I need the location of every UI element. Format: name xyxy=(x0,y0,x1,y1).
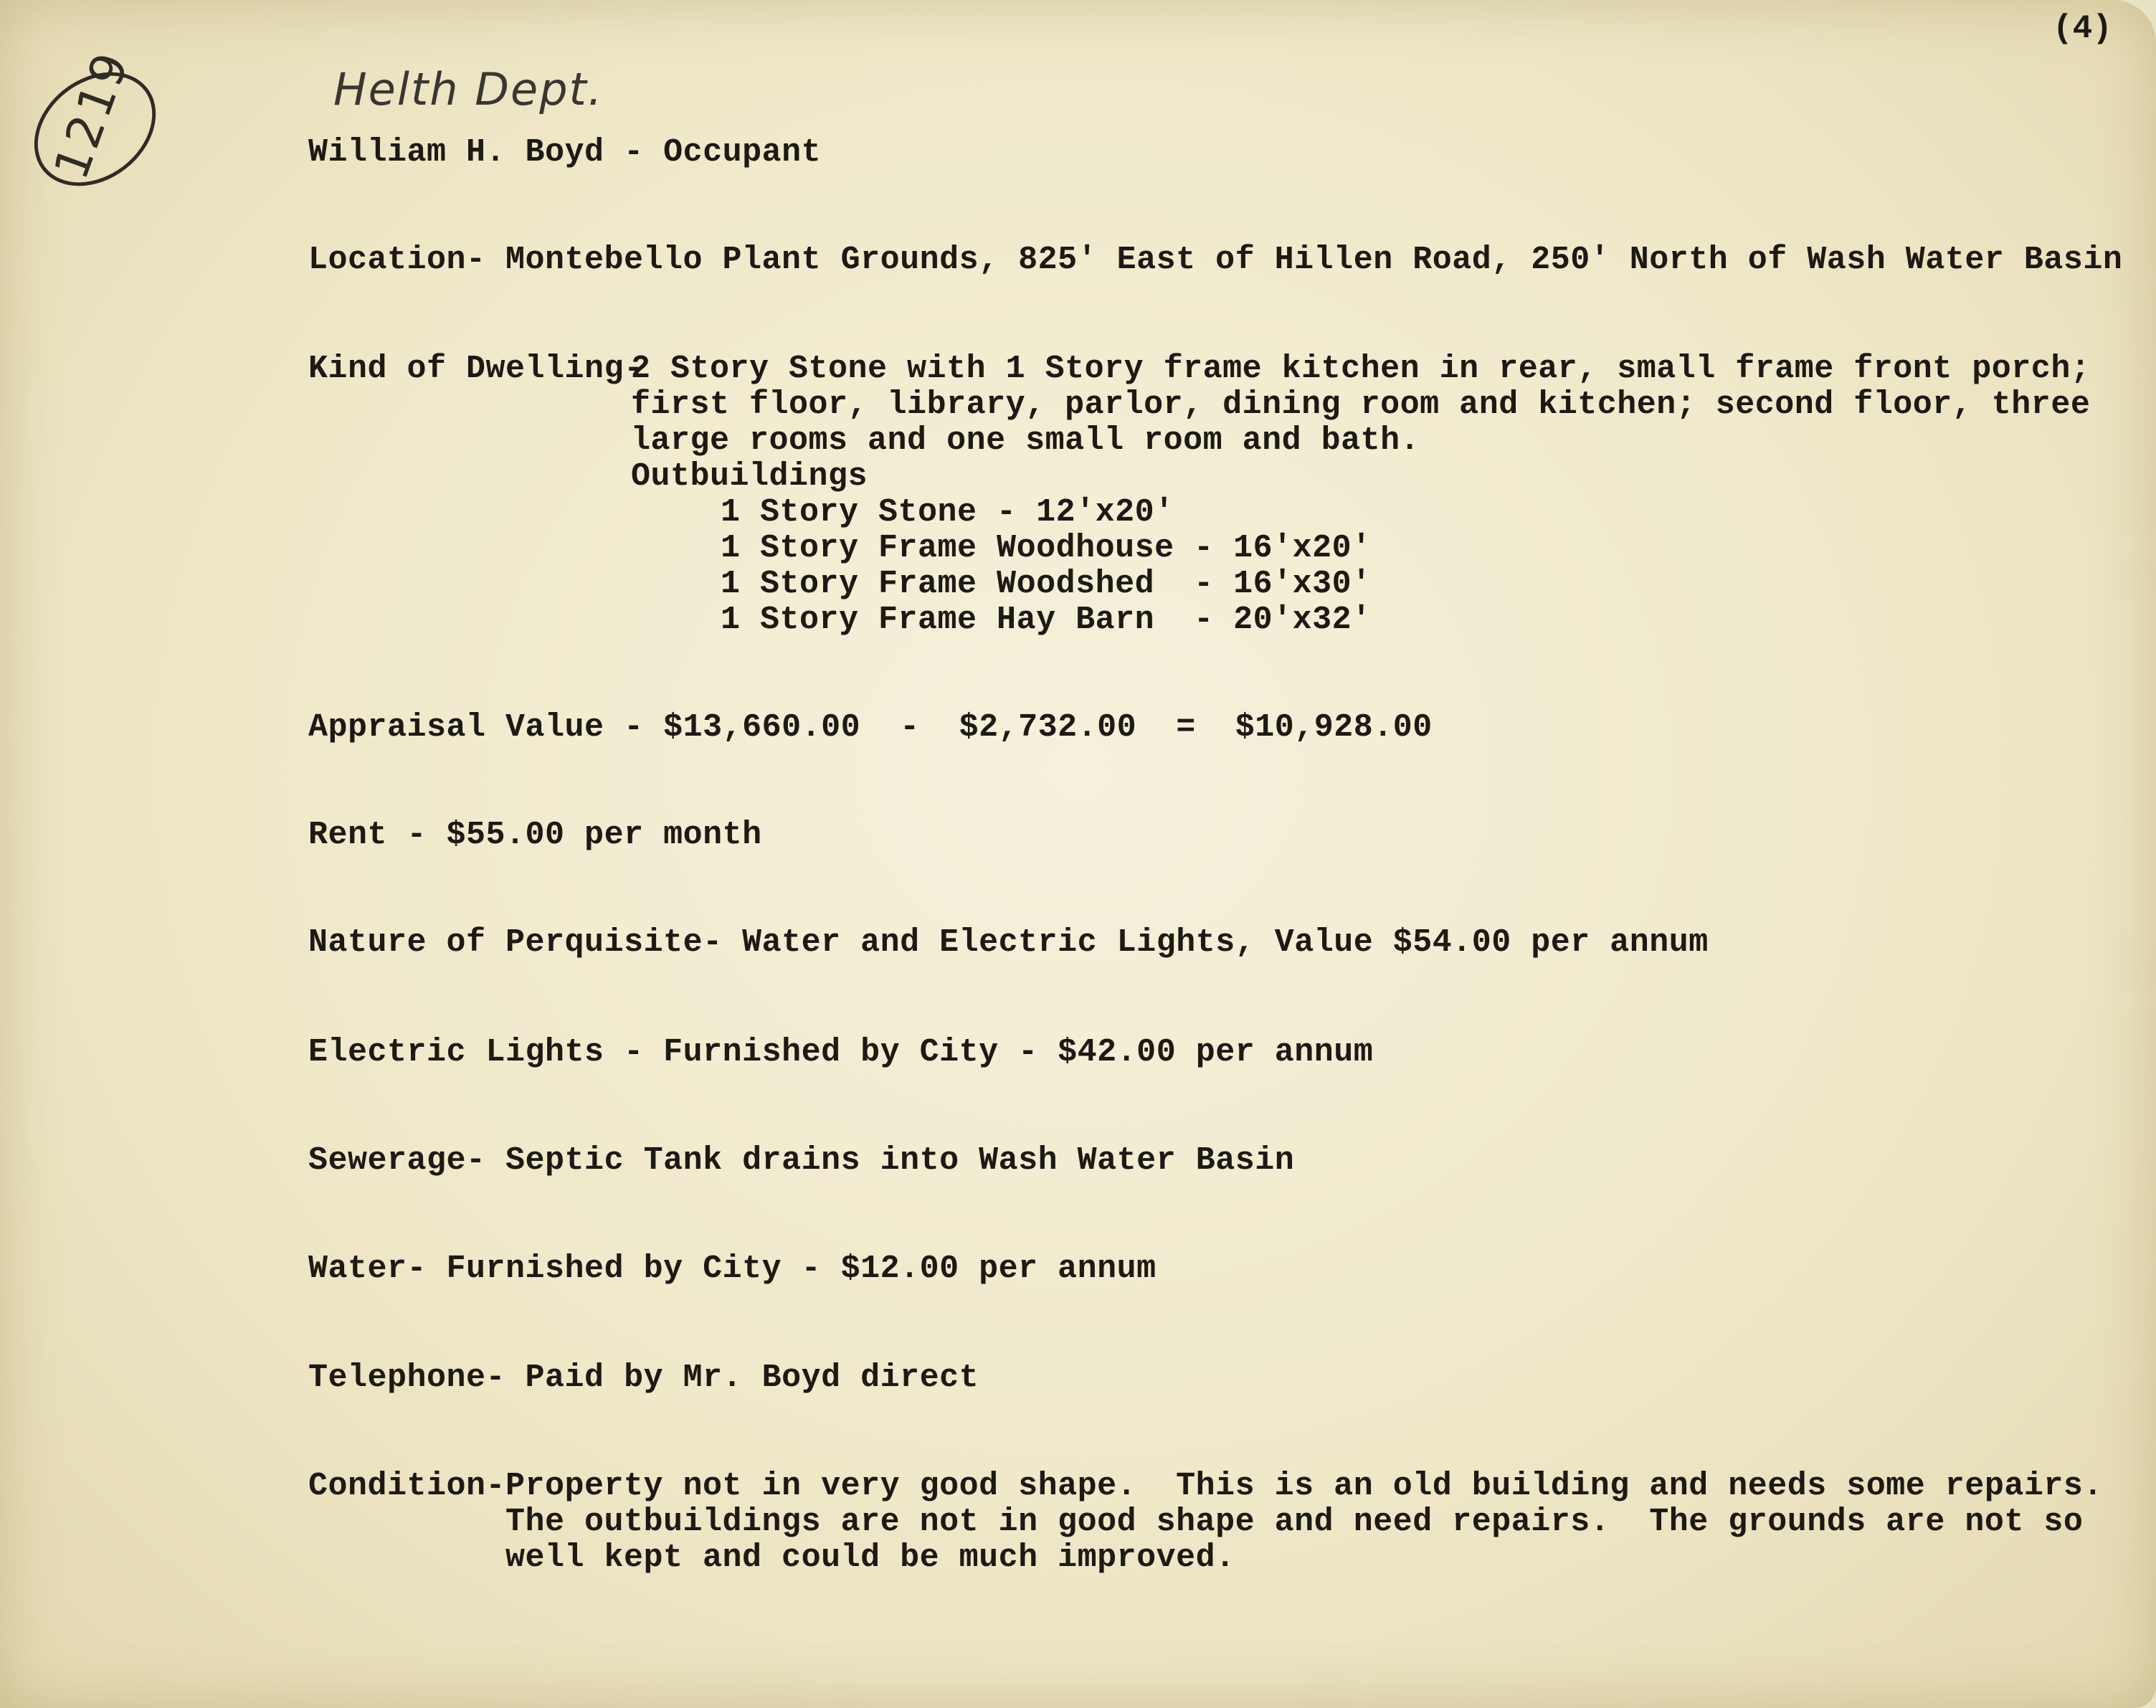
condition-label: Condition- xyxy=(308,1468,506,1504)
appraisal-line: Appraisal Value - $13,660.00 - $2,732.00 = $10,928.00 xyxy=(308,709,1433,746)
condition-line-3: well kept and could be much improved. xyxy=(505,1539,1235,1576)
occupant-line: William H. Boyd - Occupant xyxy=(308,134,822,171)
condition-line-1: Property not in very good shape. This is an old building and needs some repairs. xyxy=(505,1468,2103,1504)
perquisite-line: Nature of Perquisite- Water and Electric Lights, Value $54.00 per annum xyxy=(308,924,1709,961)
condition-line-2: The outbuildings are not in good shape and need repairs. The grounds are not so xyxy=(505,1504,2084,1540)
handwritten-note: Helth Dept. xyxy=(333,63,604,115)
electric-lights-line: Electric Lights - Furnished by City - $42.00 per annum xyxy=(308,1034,1374,1071)
dwelling-label: Kind of Dwelling- xyxy=(308,351,644,387)
dwelling-line-1: 2 Story Stone with 1 Story frame kitchen in rear, small frame front porch; xyxy=(631,351,2091,387)
location-value: Montebello Plant Grounds, 825' East of Hillen Road, 250' North of Wash Water Basin xyxy=(505,242,2123,278)
stamp-number: 1219 xyxy=(43,43,141,186)
outbuilding-item: 1 Story Frame Woodhouse - 16'x20' xyxy=(721,530,1372,566)
outbuilding-item: 1 Story Stone - 12'x20' xyxy=(721,494,1174,531)
location-label: Location- xyxy=(308,242,486,278)
telephone-line: Telephone- Paid by Mr. Boyd direct xyxy=(308,1360,979,1396)
outbuilding-item: 1 Story Frame Hay Barn - 20'x32' xyxy=(721,602,1372,638)
outbuilding-item: 1 Story Frame Woodshed - 16'x30' xyxy=(721,566,1372,602)
sewerage-line: Sewerage- Septic Tank drains into Wash Water Basin xyxy=(308,1142,1295,1179)
outbuildings-heading: Outbuildings xyxy=(631,458,868,495)
dwelling-line-3: large rooms and one small room and bath. xyxy=(631,422,1420,459)
water-line: Water- Furnished by City - $12.00 per annum xyxy=(308,1251,1157,1287)
dwelling-line-2: first floor, library, parlor, dining room and kitchen; second floor, three xyxy=(631,386,2091,423)
page-number: (4) xyxy=(2053,10,2112,47)
rent-line: Rent - $55.00 per month xyxy=(308,817,762,853)
